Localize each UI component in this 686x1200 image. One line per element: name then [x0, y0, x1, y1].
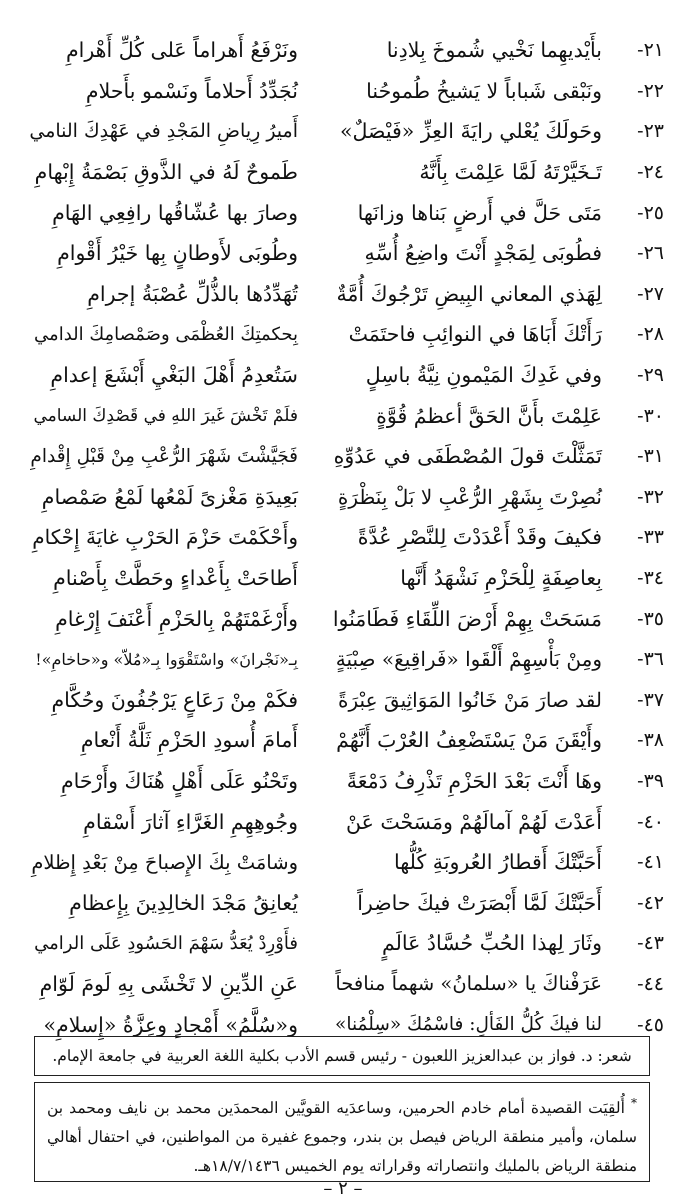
verse-number: ٣٠-: [637, 404, 664, 427]
verse-second-hemistich: فأَوْرِدْ يُعَدُّ سَهْمَ الحَسُودِ عَلَى الرامي: [34, 932, 298, 954]
verse: [28, 720, 664, 761]
verse-second-hemistich: عَنِ الدِّينِ لا تَخْشَى بِهِ لَومَ لَوّامِ: [39, 971, 298, 996]
verse: [28, 192, 664, 233]
verse-first-hemistich: لِهَذي المعاني البِيضِ تَرْجُوكَ أُمَّةٌ: [336, 281, 602, 306]
verse: [28, 964, 664, 1005]
footnote: [47, 1089, 637, 1181]
poet-credit-box: [34, 1036, 650, 1076]
verse-number: ٢٧-: [637, 282, 664, 305]
verse-second-hemistich: وشامَتْ بِكَ الإِصباحَ مِنْ بَعْدِ إِظلامِ: [31, 850, 298, 874]
verse-first-hemistich: وهَا أَنْتَ بَعْدَ الحَزْمِ تَذْرِفُ دَمْعَةً: [346, 768, 602, 793]
verse: [28, 680, 664, 721]
verse-number: ٣٦-: [637, 648, 664, 671]
verse: [28, 761, 664, 802]
verse-number: ٤٤-: [637, 972, 664, 995]
verse-number: ٣٣-: [637, 526, 664, 549]
verse-first-hemistich: ومِنْ بَأْسِهِمْ أَلْقَوا «فَراقِيعَ» صِبْيَةٍ: [335, 647, 602, 672]
poem: [28, 30, 664, 1045]
verse: [28, 517, 664, 558]
verse-number: ٣٧-: [637, 688, 664, 711]
verse-second-hemistich: بِـ«نَجْرانَ» واسْتَقْوَوا بِـ«مُلاّ» و«حاخامِ»!: [35, 649, 298, 669]
verse-second-hemistich: فلَمْ تَخْشَ غَيرَ اللهِ في قَصْدِكَ السامي: [33, 405, 298, 426]
verse-number: ٣٢-: [637, 485, 664, 508]
verse: [28, 71, 664, 112]
verse-number: ٢٨-: [637, 323, 664, 346]
verse-second-hemistich: يُعانِقُ مَجْدَ الخالِدِينَ بِإِعظامِ: [69, 890, 298, 915]
verse-first-hemistich: بأَيْديهِما نَخْيي شُموخَ بِلادِنا: [386, 38, 602, 63]
verse: [28, 477, 664, 518]
verse: [28, 233, 664, 274]
verse: [28, 558, 664, 599]
verse-second-hemistich: بِحكمتِكَ العُظْمَى وصَمْصامِكَ الدامي: [34, 323, 298, 345]
verse-first-hemistich: تَمَثَّلْتَ قولَ المُصْطَفَى في عَدُوِّهِ: [333, 444, 602, 469]
verse-second-hemistich: وأَحْكَمْتَ حَزْمَ الحَرْبِ غايَةَ إِحْكامِ: [32, 525, 298, 550]
verse-first-hemistich: وأَيْقَنَ مَنْ يَسْتَضْعِفُ العُرْبَ أَنَّهُمْ: [336, 728, 602, 753]
verse-first-hemistich: ونَبْقى شَباباً لا يَشيخُ طُموحُنا: [366, 78, 602, 103]
verse-second-hemistich: بَعِيدَةِ مَغْزىً لَمْعُها لَمْعُ صَمْصامِ: [41, 484, 298, 509]
verse-number: ٣٨-: [637, 729, 664, 752]
verse-first-hemistich: وثَارَ لِهذا الحُبِّ حُسَّادُ عَالَمٍ: [382, 931, 602, 956]
verse-first-hemistich: فكيفَ وقَدْ أَعْدَدْتَ لِلنَّصْرِ عُدَّةً: [357, 525, 602, 550]
verse-first-hemistich: لنا فيكَ كُلُّ الفَألِ: فاسْمُكَ «سِلْمُنا»: [335, 1014, 602, 1036]
verse: [28, 598, 664, 639]
verse-second-hemistich: وصارَ بها عُشّاقُها رافِعِي الهَامِ: [52, 200, 298, 225]
verse: [28, 639, 664, 680]
verse-second-hemistich: فَجَيَّشْتَ شَهْرَ الرُّعْبِ مِنْ قَبْلِ إِقْدامِ: [30, 445, 298, 467]
verse-number: ٣٥-: [637, 607, 664, 630]
footnote-box: [34, 1082, 650, 1182]
verse-second-hemistich: تُهَدِّدُها بالذُّلِّ عُصْبَةُ إجرامِ: [87, 281, 298, 306]
verse: [28, 314, 664, 355]
footnote-marker: *: [631, 1096, 637, 1110]
verse-first-hemistich: أَعَدْتَ لَهُمْ آمالَهُمْ ومَسَحْتَ عَنْ: [345, 809, 602, 834]
verse-number: ٤١-: [637, 851, 664, 874]
verse-number: ٢٣-: [637, 120, 664, 143]
verse-number: ٤٢-: [637, 891, 664, 914]
verse-second-hemistich: أَطاحَتْ بِأَعْداءٍ وحَطَّتْ بِأَصْنامِ: [53, 566, 298, 591]
verse: [28, 882, 664, 923]
verse-second-hemistich: طَموحٌ لَهُ في الذَّوقِ بَصْمَةُ إِبْهامِ: [34, 160, 298, 185]
verse-number: ٣٤-: [637, 567, 664, 590]
footnote-text: أُلقِيَت القصيدة أمام خادم الحرمين، وساعدَيه القويَّين المحمدَين محمد بن نايف ومحمد بن سلمان، وأمير منطقة الرياض فيصل بن بندر، وجموع غفيرة من المواطنين، في احتفال أهالي منطقة الرياض بالمليك وانتصاراته وقراراته يوم الخميس ١٨/٧/١٤٣٦هـ.: [47, 1099, 637, 1176]
verse-number: ٢٩-: [637, 364, 664, 387]
poet-credit: شعر: د. فواز بن عبدالعزيز اللعبون - رئيس قسم الأدب بكلية اللغة العربية في جامعة الإمام.: [52, 1047, 632, 1065]
verse: [28, 801, 664, 842]
verse-number: ٣٩-: [637, 769, 664, 792]
verse-first-hemistich: أَحَبَّتْكَ لَمَّا أَبْصَرَتْ فيكَ حاضِراً: [357, 890, 602, 915]
verse: [28, 355, 664, 396]
verse-second-hemistich: وأَرْغَمْتَهُمْ بِالحَزْمِ أَعْنَفَ إِرْغامِ: [55, 606, 298, 631]
verse-second-hemistich: ونَرْفَعُ أَهراماً عَلى كُلِّ أَهْرامِ: [65, 38, 298, 63]
verse-first-hemistich: أَحَبَّتْكَ أَقطارُ العُروبَةِ كُلُّها: [393, 850, 602, 875]
verse-number: ٤٥-: [637, 1013, 664, 1036]
verse-number: ٣١-: [637, 445, 664, 468]
verse-first-hemistich: وحَولَكَ يُعْلي رايَةَ العِزِّ «فَيْصَلٌ»: [339, 119, 602, 144]
verse-number: ٢٥-: [637, 201, 664, 224]
verse-first-hemistich: عَلِمْتَ بأَنَّ الحَقَّ أعظمُ قُوَّةٍ: [376, 403, 602, 428]
verse-second-hemistich: سَتُعدِمُ أَهْلَ البَغْيِ أَبْشَعَ إعدامِ: [50, 363, 298, 388]
verse-second-hemistich: وطُوبَى لأَوطانٍ بِها خَيْرُ أَقْوامِ: [57, 241, 298, 266]
verse-first-hemistich: وفي غَدِكَ المَيْمونِ نِيَّةُ باسِلٍ: [365, 363, 602, 388]
verse-first-hemistich: نُصِرْتَ بِشَهْرِ الرُّعْبِ لا بَلْ بِنَظْرَةٍ: [337, 484, 602, 509]
verse: [28, 111, 664, 152]
verse-second-hemistich: أَمامَ أُسودِ الحَزْمِ ثَلَّةُ أَنْعامِ: [80, 728, 298, 753]
verse: [28, 152, 664, 193]
verse-second-hemistich: وتَحْنُو عَلَى أَهْلٍ هُنَاكَ وأَرْحَامِ: [60, 768, 298, 793]
verse-first-hemistich: عَرَفْناكَ يا «سلمانُ» شهماً منافحاً: [335, 972, 602, 996]
verse-second-hemistich: نُجَدِّدُ أَحلاماً ونَسْمو بأَحلامِ: [85, 78, 298, 103]
verse-second-hemistich: فكَمْ مِنْ رَعَاعٍ يَرْجُفُونَ وحُكَّامِ: [51, 687, 298, 712]
verse-first-hemistich: فطُوبَى لِمَجْدٍ أَنْتَ واضِعُ أُسِّهِ: [364, 241, 602, 266]
verse-first-hemistich: مَسَحَتْ بِهِمْ أَرْضَ اللِّقَاءِ فَطَامَنُوا: [332, 606, 602, 631]
verse-first-hemistich: تَـخَيَّرْتَهُ لَمَّا عَلِمْتَ بِأَنَّهُ: [419, 160, 602, 185]
verse: [28, 436, 664, 477]
verse: [28, 395, 664, 436]
verse: [28, 842, 664, 883]
verse-number: ٢٢-: [637, 79, 664, 102]
page-number: – ٢ –: [323, 1178, 363, 1199]
verse-first-hemistich: مَتَى حَلَّ في أَرضٍ بَناها وزانَها: [357, 200, 602, 225]
verse-second-hemistich: وجُوهِهِمِ الغَرَّاءِ آثارَ أَسْقامِ: [83, 809, 298, 834]
verse-second-hemistich: أَميرُ رِياضِ المَجْدِ في عَهْدِكَ النامي: [29, 120, 298, 143]
verse: [28, 923, 664, 964]
verse-number: ٢٤-: [637, 161, 664, 184]
verse-number: ٢١-: [637, 39, 664, 62]
verse-number: ٤٣-: [637, 932, 664, 955]
verse: [28, 274, 664, 315]
verse: [28, 30, 664, 71]
verse-number: ٤٠-: [637, 810, 664, 833]
verse-first-hemistich: بِعاصِفَةٍ لِلْحَزْمِ نَشْهَدُ أَنَّها: [400, 566, 602, 591]
verse-second-hemistich: و«سُلَّمُ» أَمْجادٍ وعِزَّةُ «إِسلامِ»: [43, 1012, 298, 1037]
verse-number: ٢٦-: [637, 242, 664, 265]
verse-first-hemistich: رَأَتْكَ أَبَاهَا في النوائِبِ فاحتَمَتْ: [348, 322, 602, 347]
verse-first-hemistich: لقد صارَ مَنْ خَانُوا المَوَاثِيقَ عِبْرَةً: [338, 687, 602, 712]
